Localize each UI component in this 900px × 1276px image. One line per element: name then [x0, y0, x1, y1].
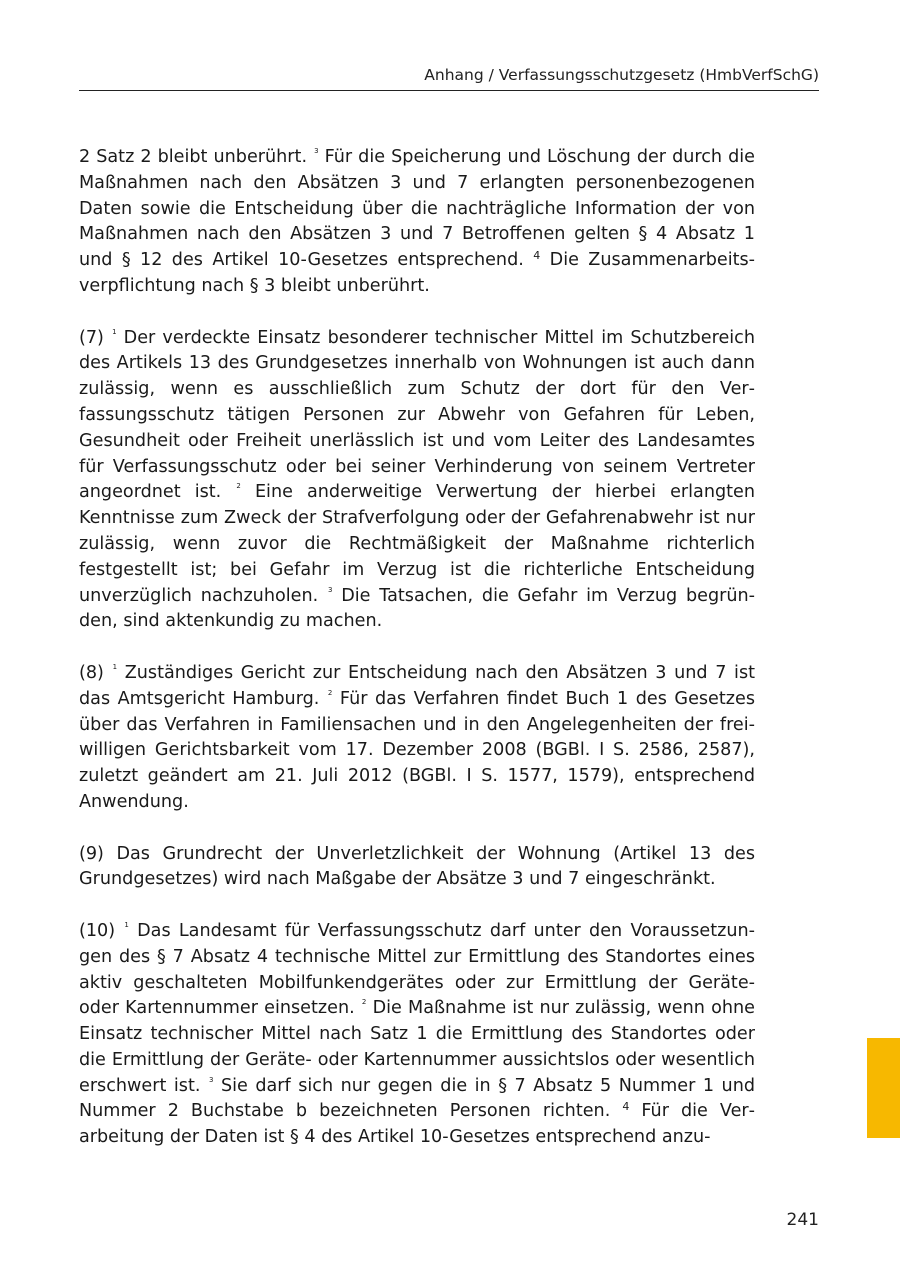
text-run: Zuständiges Gericht zur Entscheidung nach den Absätzen 3 und 7 ist das Amtsgericht Hamburg.: [79, 662, 756, 709]
text-run: Die Maßnahme ist nur zulässig, wenn ohne Einsatz technischer Mittel nach Satz 1 die Ermittlung des Standortes oder die Ermittlung der Geräte- oder Kartennummer aussichtslos oder wesentlich erschwert ist.: [79, 998, 756, 1096]
text-run: Für das Verfahren findet Buch 1 des Gesetzes über das Verfahren in Familiensachen und in den Angelegenheiten der freiwilligen Gerichtsbarkeit vom 17. Dezember 2008 (BGBl. I S. 2586, 2587), zuletzt geändert am 21. Juli 2012 (BGBl. I S. 1577, 1579), entsprechend Anwendung.: [79, 688, 756, 812]
text-run: Eine anderweitige Verwertung der hierbei erlangten Kenntnisse zum Zweck der Strafverfolgung oder der Gefahrenabwehr ist nur zulässig, wenn zuvor die Rechtmäßigkeit der Maßnahme richterlich festgestellt ist; bei Gefahr im Verzug ist die richterliche Entscheidung unverzüglich nachzuholen.: [79, 482, 756, 606]
sentence-number: 3: [314, 147, 319, 155]
text-run: Die Tatsachen, die Gefahr im Verzug begründen, sind aktenkundig zu machen.: [79, 585, 756, 632]
sentence-number: 1: [124, 920, 129, 929]
paragraph-number: (8): [79, 662, 104, 683]
paragraph-number: (10): [79, 920, 116, 941]
text-run: Die Zusammenarbeitsverpflichtung nach § 3 bleibt unberührt.: [79, 250, 756, 296]
sentence-number: 4: [622, 1100, 630, 1114]
sentence-number: 4: [533, 249, 541, 263]
text-run: Für die Verarbeitung der Daten ist § 4 des Artikel 10-Gesetzes entsprechend anzu-: [79, 1101, 755, 1148]
sentence-number: 1: [112, 662, 118, 671]
text-run: Für die Speicherung und Löschung der durch die Maßnahmen nach den Absätzen 3 und 7 erlangten personenbezogenen Daten sowie die Entscheidung über die nachträgliche Information der von Maßnahmen nach den Absätzen 3 und 7 Betroffenen gelten § 4 Absatz 1 und § 12 des Artikel 10-Gesetzes entsprechend.: [79, 147, 755, 271]
sentence-number: 3: [208, 1075, 214, 1084]
text-run: Der verdeckte Einsatz besonderer technischer Mittel im Schutzbereich des Artikels 13 des Grundgesetzes innerhalb von Wohnungen ist auch dann zulässig, wenn es ausschließlich zum Schutz der dort für den Verfassungsschutz tätigen Personen zur Abwehr von Gefahren für Leben, Gesundheit oder Freiheit unerlässlich ist und vom Leiter des Landesamtes für Verfassungsschutz oder bei seiner Verhinderung von seinem Vertreter angeordnet ist.: [79, 327, 756, 503]
chapter-tab-marker: [867, 1038, 900, 1138]
paragraph-9: [79, 842, 755, 894]
sentence-number: 3: [328, 585, 333, 594]
text-run: (9) Das Grundrecht der Unverletzlichkeit der Wohnung (Artikel 13 des Grundgesetzes) wird nach Maßgabe der Absätze 3 und 7 eingeschränkt.: [79, 843, 755, 890]
sentence-number: 2: [361, 998, 367, 1007]
paragraph-7: [79, 326, 755, 636]
text-run: 2 Satz 2 bleibt unberührt.: [79, 147, 308, 167]
sentence-number: 2: [327, 688, 333, 697]
running-header: [79, 64, 819, 91]
text-run: Das Landesamt für Verfassungsschutz darf unter den Voraussetzungen des § 7 Absatz 4 technische Mittel zur Ermittlung des Standortes eines aktiv geschalteten Mobilfunkendgerätes oder zur Ermittlung der Geräte- oder Kartennummer einsetzen.: [79, 920, 756, 1019]
paragraph-10: [79, 919, 755, 1151]
paragraph-continuation: [79, 145, 755, 300]
page-number: 241: [786, 1210, 819, 1230]
text-run: Sie darf sich nur gegen die in § 7 Absatz 5 Nummer 1 und Nummer 2 Buchstabe b bezeichneten Personen richten.: [79, 1075, 756, 1122]
paragraph-number: (7): [79, 327, 104, 348]
header-title: Anhang / Verfassungsschutzgesetz (HmbVerfSchG): [424, 66, 819, 84]
page-body: [79, 145, 755, 1151]
sentence-number: 2: [236, 482, 241, 491]
sentence-number: 1: [112, 327, 117, 336]
paragraph-8: [79, 661, 755, 816]
